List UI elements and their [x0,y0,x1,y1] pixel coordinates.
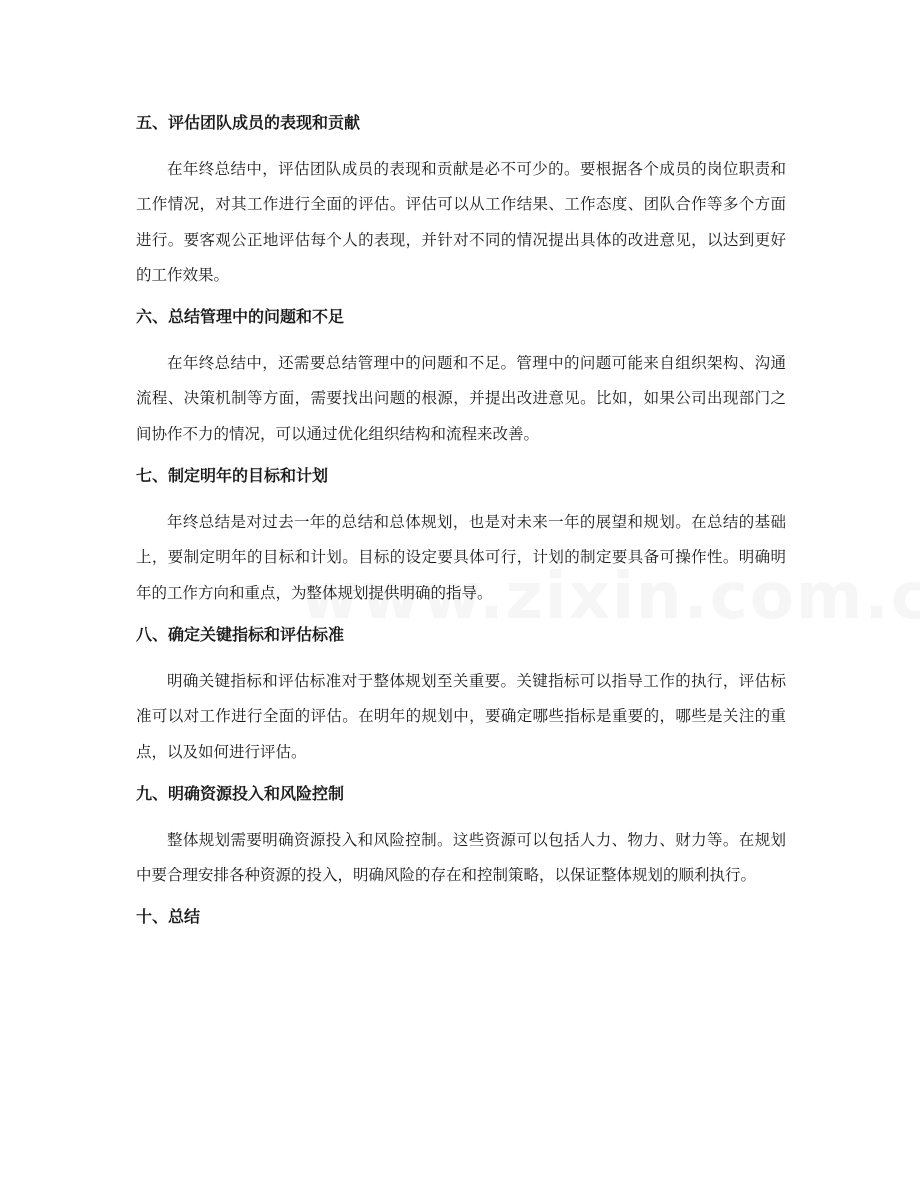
document-content [136,108,786,946]
section-6 [136,302,786,452]
section-paragraph: 在年终总结中，评估团队成员的表现和贡献是必不可少的。要根据各个成员的岗位职责和工作情况，对其工作进行全面的评估。评估可以从工作结果、工作态度、团队合作等多个方面进行。要客观公正地评估每个人的表现，并针对不同的情况提出具体的改进意见，以达到更好的工作效果。 [136,160,786,284]
section-heading: 七、制定明年的目标和计划 [136,466,329,486]
section-heading: 八、确定关键指标和评估标准 [136,624,345,644]
section-heading: 十、总结 [136,907,201,927]
section-7 [136,461,786,611]
section-paragraph: 整体规划需要明确资源投入和风险控制。这些资源可以包括人力、物力、财力等。在规划中要合理安排各种资源的投入，明确风险的存在和控制策略，以保证整体规划的顺利执行。 [136,830,786,885]
section-heading: 九、明确资源投入和风险控制 [136,783,345,803]
section-paragraph: 年终总结是对过去一年的总结和总体规划，也是对未来一年的展望和规划。在总结的基础上，要制定明年的目标和计划。目标的设定要具体可行，计划的制定要具备可操作性。明确明年的工作方向和重点，为整体规划提供明确的指导。 [136,513,786,602]
section-5 [136,108,786,293]
section-10 [136,902,786,932]
section-paragraph: 明确关键指标和评估标准对于整体规划至关重要。关键指标可以指导工作的执行，评估标准可以对工作进行全面的评估。在明年的规划中，要确定哪些指标是重要的，哪些是关注的重点，以及如何进行评估。 [136,671,786,761]
section-heading: 六、总结管理中的问题和不足 [136,307,345,327]
section-heading: 五、评估团队成员的表现和贡献 [136,113,361,132]
section-paragraph: 在年终总结中，还需要总结管理中的问题和不足。管理中的问题可能来自组织架构、沟通流程、决策机制等方面，需要找出问题的根源，并提出改进意见。比如，如果公司出现部门之间协作不力的情况，可以通过优化组织结构和流程来改善。 [136,354,786,443]
section-8 [136,620,786,770]
section-9 [136,779,786,894]
